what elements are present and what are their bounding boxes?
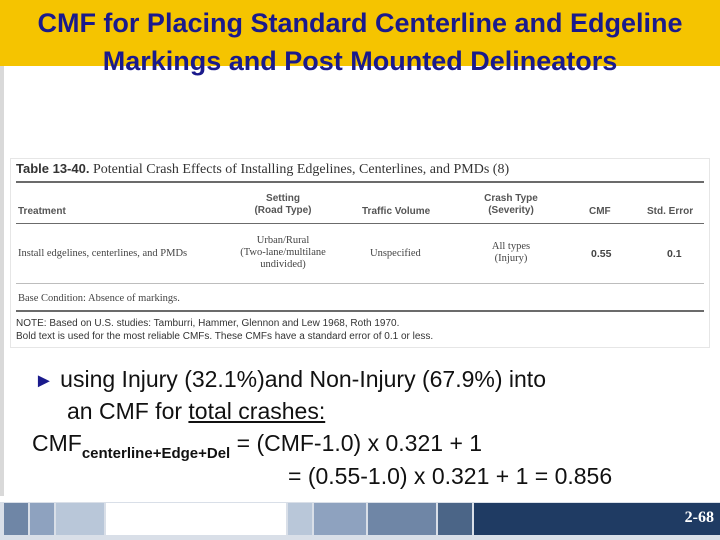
footer-block-1 <box>4 503 28 535</box>
table-bottom-rule <box>16 310 704 312</box>
page-number: 2-68 <box>684 509 714 526</box>
cmf-calculation: = (0.55-1.0) x 0.321 + 1 = 0.856 <box>288 463 613 489</box>
header-setting <box>243 193 323 217</box>
row-std-error: 0.1 <box>667 248 682 260</box>
bullet-text-1: using Injury (32.1%)and Non-Injury (67.9%) into <box>53 366 546 392</box>
table-caption-label: Table 13-40. <box>16 161 90 176</box>
footer-block-9 <box>474 503 720 535</box>
table-note-line1: NOTE: Based on U.S. studies: Tamburri, Hammer, Glennon and Lew 1968, Roth 1970. <box>16 318 400 329</box>
header-crash-type-line2: (Severity) <box>488 205 534 216</box>
table-caption-text: Potential Crash Effects of Installing Edgelines, Centerlines, and PMDs (8) <box>89 162 510 177</box>
header-crash-type-line1: Crash Type <box>484 193 538 204</box>
table-note-line2: Bold text is used for the most reliable CMFs. These CMFs have a standard error of 0.1 or less. <box>16 331 434 342</box>
row-setting <box>233 235 333 271</box>
header-crash-type <box>471 193 551 217</box>
table-top-rule <box>16 181 704 183</box>
header-cmf: CMF <box>589 206 611 217</box>
bullet-line-1 <box>34 364 546 396</box>
row-traffic-volume: Unspecified <box>370 248 421 259</box>
header-std-error: Std. Error <box>647 206 694 217</box>
total-crashes-text: total crashes: <box>188 398 326 424</box>
row-setting-line1: Urban/Rural <box>256 235 310 246</box>
cmf-label: CMF <box>32 430 82 456</box>
cmf-formula: = (CMF-1.0) x 0.321 + 1 <box>230 430 483 456</box>
bullet-arrow-icon: ► <box>34 370 54 392</box>
table-caption <box>16 161 509 178</box>
cmf-subscript: centerline+Edge+Del <box>81 445 231 462</box>
footer-block-3 <box>56 503 104 535</box>
footer-block-7 <box>368 503 436 535</box>
bullet-text-2: an CMF for <box>67 398 189 424</box>
left-stripe <box>0 66 4 496</box>
footer-block-4 <box>106 503 286 535</box>
slide-title: CMF for Placing Standard Centerline and Edgeline Markings and Post Mounted Delineators <box>37 8 683 76</box>
footer-block-5 <box>288 503 312 535</box>
footer-block-8 <box>438 503 472 535</box>
footer-block-6 <box>314 503 366 535</box>
row-crash-type-line1: All types <box>491 241 531 252</box>
base-condition: Base Condition: Absence of markings. <box>18 293 180 304</box>
footer-block-2 <box>30 503 54 535</box>
row-setting-line2: (Two-lane/multilane <box>240 247 326 258</box>
row-cmf: 0.55 <box>591 248 612 260</box>
cmf-table <box>10 158 710 348</box>
bullet-line-2 <box>67 396 325 426</box>
header-treatment: Treatment <box>18 206 66 217</box>
header-setting-line1: Setting <box>266 193 300 204</box>
row-rule <box>16 283 704 284</box>
row-crash-type-line2: (Injury) <box>494 253 528 264</box>
header-traffic-volume: Traffic Volume <box>362 206 431 217</box>
row-setting-line3: undivided) <box>260 259 306 270</box>
row-treatment: Install edgelines, centerlines, and PMDs <box>18 248 188 259</box>
header-rule <box>16 223 704 224</box>
header-setting-line2: (Road Type) <box>254 205 312 216</box>
row-crash-type <box>481 241 541 265</box>
